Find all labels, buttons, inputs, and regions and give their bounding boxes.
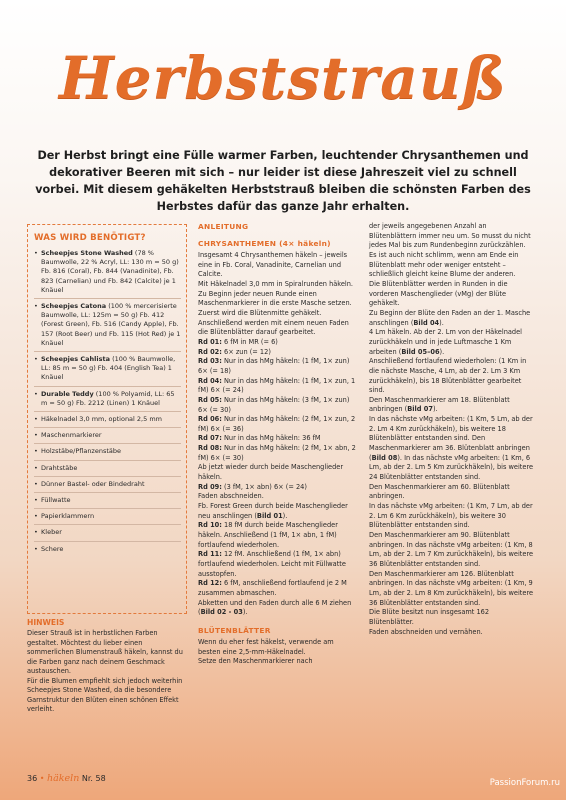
round-label: Rd 12: [198, 579, 222, 588]
material-name: Scheepjes Cahlista [41, 355, 111, 364]
material-item [34, 431, 181, 444]
paragraph: Die Blütenblätter werden in Runden in die vorderen Maschenglieder (vMg) der Blüte gehäkelt. [369, 279, 508, 308]
material-detail: Drahtstäbe [41, 463, 78, 472]
paragraph: Den Maschenmarkierer am 126. Blütenblatt anbringen. In das nächste vMg arbeiten: (1 Km, 9 Lm, ab der 2. Lm 8 Km zurückhäkeln), bis weitere 36 Blütenblätter entstanden sind. [369, 569, 534, 607]
round-line [198, 444, 358, 463]
round-label: Rd 08: [198, 444, 222, 453]
materials-heading: WAS WIRD BENÖTIGT? [34, 233, 146, 243]
round-label: Rd 05: [198, 395, 222, 404]
image-reference: Bild 05–06 [401, 347, 440, 356]
instructions-column-continued [369, 222, 535, 637]
round-label: Rd 04: [198, 376, 222, 385]
paragraph: Ab jetzt wieder durch beide Maschenglieder häkeln. [198, 463, 344, 482]
paragraph: Den Maschenmarkierer am 90. Blütenblatt anbringen. In das nächste vMg arbeiten: (1 Km, 8 Lm, ab der 2. Lm 7 Km zurückhäkeln), bis weitere 36 Blütenblätter entstanden sind. [369, 531, 534, 568]
material-item [34, 415, 181, 428]
page-title: Herbststrauß [58, 44, 508, 112]
material-item [34, 447, 181, 460]
paragraph: Insgesamt 4 Chrysanthemen häkeln – jeweils eine in Fb. Coral, Vanadinite, Carnelian und Calcite. [198, 251, 348, 279]
round-line [198, 357, 358, 376]
paragraph: Den Maschenmarkierer am 60. Blütenblatt anbringen. [369, 482, 510, 501]
image-reference: Bild 07 [407, 405, 433, 414]
material-item [34, 528, 181, 541]
round-line [198, 377, 358, 396]
paragraph: Anschließend fortlaufend wiederholen: (1 Km in die nächste Masche, 4 Lm, ab der 2. Lm 3 Km zurückhäkeln), bis 18 Blütenblätter gearbeitet sind. [369, 357, 527, 395]
material-detail: Holzstäbe/Pflanzenstäbe [41, 447, 122, 456]
material-detail: Papierklammern [41, 512, 95, 521]
round-line [198, 338, 358, 348]
material-item [34, 390, 181, 412]
round-line [198, 579, 358, 598]
round-label: Rd 09: [198, 482, 222, 491]
hint-section [27, 618, 189, 715]
material-item [34, 496, 181, 509]
paragraph: Mit Häkelnadel 3,0 mm in Spiralrunden häkeln. Zu Beginn jeder neuen Runde einen Maschenmarkierer in die erste Masche setzen. [198, 279, 354, 308]
round-line [198, 348, 358, 358]
material-name: Durable Teddy [41, 389, 94, 398]
separator-dot: • [39, 774, 45, 783]
hint-heading: HINWEIS [27, 618, 65, 627]
material-item [34, 355, 181, 387]
paragraph: Die Blüte besitzt nun insgesamt 162 Blütenblätter. [369, 608, 490, 626]
paragraph: Fb. Forest Green durch beide Maschenglieder neu anschlingen (Bild 01). [198, 502, 348, 520]
paragraph: Zu Beginn der Blüte den Faden an der 1. Masche anschlingen (Bild 04). [369, 308, 531, 327]
material-detail: Dünner Bastel- oder Bindedraht [41, 479, 145, 488]
round-text: Nur in das hMg häkeln: (1 fM, 1× zun, 1 fM) 6× (= 24) [198, 376, 356, 395]
paragraph: In das nächste vMg arbeiten: (1 Km, 5 Lm, ab der 2. Lm 4 Km zurückhäkeln), bis weitere 18 Blütenblätter entstanden sind. Den Maschenmarkierer am 36. Blütenblatt anbringen (Bild 08). In das nächste vMg arbeiten: (1 Km, 6 Lm, ab der 2. Lm 5 Km zurückhäkeln), bis weitere 24 Blütenblätter entstanden sind. [369, 415, 534, 482]
round-label: Rd 06: [198, 415, 222, 424]
material-item [34, 464, 181, 477]
paragraph: In das nächste vMg arbeiten: (1 Km, 7 Lm, ab der 2. Lm 6 Km zurückhäkeln), bis weitere 30 Blütenblätter entstanden sind. [369, 502, 533, 530]
paragraph: Zuerst wird die Blütenmitte gehäkelt. Anschließend werden mit einem neuen Faden die Blütenblätter darauf gearbeitet. [198, 308, 349, 337]
round-text: Nur in das hMg häkeln: (3 fM, 1× zun) 6× (= 30) [198, 395, 350, 414]
paragraph: Abketten und den Faden durch alle 6 M ziehen (Bild 02 - 03). [198, 598, 352, 617]
round-list [198, 521, 358, 598]
round-text: 18 fM durch beide Maschenglieder häkeln. Anschließend (1 fM, 1× abn, 1 fM) fortlaufend wiederholen. [198, 521, 338, 549]
round-list [198, 338, 358, 464]
image-reference: Bild 02 - 03 [200, 608, 243, 617]
material-item [34, 480, 181, 493]
round-text: (3 fM, 1× abn) 6× (= 24) [221, 482, 307, 491]
round-line [198, 550, 358, 579]
paragraph: Setze den Maschenmarkierer nach [198, 657, 313, 666]
material-item [34, 249, 181, 299]
round-line [198, 415, 358, 434]
round-text: Nur in das hMg häkeln: (2 fM, 1× abn, 2 fM) 6× (= 30) [198, 444, 356, 462]
round-line [198, 434, 358, 444]
round-label: Rd 02: [198, 347, 222, 356]
round-text: 6 fM in MR (= 6) [221, 337, 278, 346]
materials-box [27, 224, 187, 614]
material-detail: Maschenmarkierer [41, 431, 102, 440]
instructions-column [198, 222, 358, 667]
material-detail: Füllwatte [41, 496, 71, 505]
round-label: Rd 07: [198, 434, 222, 443]
materials-list [34, 249, 181, 557]
paragraph: 4 Lm häkeln. Ab der 2. Lm von der Häkelnadel zurückhäkeln und in jede Luftmasche 1 Km arbeiten (Bild 05–06). [369, 328, 522, 356]
image-reference: Bild 08 [371, 453, 398, 462]
paragraph: Wenn du eher fest häkelst, verwende am besten eine 2,5-mm-Häkelnadel. [198, 637, 334, 656]
material-name: Scheepjes Catona [41, 302, 107, 311]
material-detail: (78 % Baumwolle, 22 % Acryl, LL: 130 m = 50 g) Fb. 816 (Coral), Fb. 844 (Vanadinite), Fb. 823 (Carnelian) und Fb. 842 (Calcite) je 1 Knäuel [41, 249, 179, 294]
material-detail: Schere [41, 544, 64, 553]
round-text: 6× zun (= 12) [221, 347, 271, 356]
material-detail: Kleber [41, 528, 62, 537]
material-name: Scheepjes Stone Washed [41, 249, 133, 257]
chrysanthemum-heading: CHRYSANTHEMEN (4× häkeln) [198, 239, 331, 248]
petals-heading: BLÜTENBLÄTTER [198, 625, 271, 635]
page-number: 36 [27, 774, 38, 783]
round-text: Nur in das hMg häkeln: 36 fM [221, 434, 321, 443]
watermark: PassionForum.ru [489, 778, 560, 788]
magazine-name: häkeln [47, 773, 80, 784]
round-label: Rd 11: [198, 550, 222, 559]
material-item [34, 545, 181, 557]
material-item [34, 512, 181, 525]
paragraph: Faden abschneiden und vernähen. [369, 627, 483, 636]
round-label: Rd 01: [198, 337, 222, 346]
instructions-heading: ANLEITUNG [198, 222, 249, 231]
page-footer [27, 773, 106, 784]
round-line [198, 483, 358, 493]
round-text: 12 fM. Anschließend (1 fM, 1× abn) fortlaufend wiederholen. Leicht mit Füllwatte ausstopfen. [198, 550, 346, 578]
material-item [34, 302, 181, 352]
paragraph: Den Maschenmarkierer am 18. Blütenblatt anbringen (Bild 07). [369, 395, 510, 414]
intro-text: Der Herbst bringt eine Fülle warmer Farben, leuchtender Chrysanthemen und dekorativer Beeren mit sich – nur leider ist diese Jahreszeit viel zu schnell vorbei. Mit diesem gehäkelten Herbststrauß bleiben die schönsten Farben des Herbstes dafür das ganze Jahr erhalten. [35, 149, 531, 213]
paragraph: der jeweils angegebenen Anzahl an Blütenblättern immer neu um. So musst du nicht jedes Mal bis zum Rundenbeginn zurückzählen. Es ist auch nicht schlimm, wenn am Ende ein Blütenblatt mehr oder weniger entsteht – schließlich gleicht keine Blume der anderen. [369, 222, 531, 279]
hint-paragraph: Für die Blumen empfiehlt sich jedoch weiterhin Scheepjes Stone Washed, da die besondere Garnstruktur den Blüten einen schönen Effekt verleiht. [27, 676, 183, 713]
round-line [198, 396, 358, 415]
round-label: Rd 10: [198, 521, 222, 530]
issue-number: Nr. 58 [81, 774, 106, 783]
material-detail: (100 % mercerisierte Baumwolle, LL: 125m = 50 g) Fb. 412 (Forest Green), Fb. 516 (Candy Apple), Fb. 157 (Root Beer) und Fb. 115 (Hot Red) je 1 Knäuel [41, 302, 181, 347]
round-line [198, 521, 358, 550]
round-label: Rd 03: [198, 357, 222, 366]
paragraph: Faden abschneiden. [198, 492, 264, 501]
image-reference: Bild 04 [413, 318, 440, 327]
round-text: Nur in das hMg häkeln: (2 fM, 1× zun, 2 fM) 6× (= 36) [198, 415, 356, 433]
round-text: Nur in das hMg häkeln: (1 fM, 1× zun) 6× (= 18) [198, 357, 350, 375]
hint-paragraph: Dieser Strauß ist in herbstlichen Farben gestaltet. Möchtest du lieber einen sommerlichen Blumenstrauß häkeln, kannst du die Farben ganz nach deinem Geschmack austauschen. [27, 629, 183, 675]
material-detail: (100 % Baumwolle, LL: 85 m = 50 g) Fb. 404 (English Tea) 1 Knäuel [41, 355, 176, 382]
material-detail: Häkelnadel 3,0 mm, optional 2,5 mm [41, 415, 162, 424]
round-text: 6 fM, anschließend fortlaufend je 2 M zusammen abmaschen. [198, 579, 347, 597]
material-detail: (100 % Polyamid, LL: 65 m = 50 g) Fb. 2212 (Linen) 1 Knäuel [41, 389, 175, 407]
image-reference: Bild 01 [256, 511, 283, 520]
